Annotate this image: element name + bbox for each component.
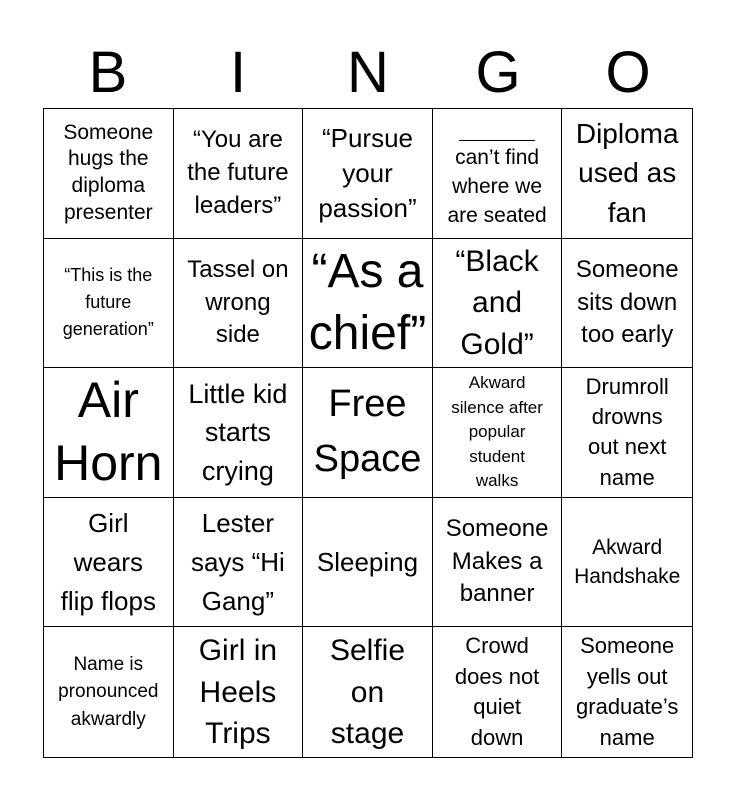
- bingo-header: [43, 38, 693, 108]
- bingo-cell[interactable]: [174, 498, 304, 628]
- cell-text: “Pursue your passion”: [318, 123, 417, 223]
- bingo-cell[interactable]: [174, 368, 304, 498]
- bingo-cell[interactable]: [174, 239, 304, 369]
- cell-text: “This is the future generation”: [62, 265, 154, 340]
- bingo-cell[interactable]: [44, 498, 174, 628]
- cell-text: Selfie on stage: [329, 634, 406, 750]
- cell-text: can’t find where we are seated: [447, 145, 547, 228]
- cell-text: Diploma used as fan: [575, 117, 679, 229]
- cell-text: Drumroll drowns out next name: [585, 373, 669, 490]
- bingo-cell[interactable]: [303, 498, 433, 628]
- bingo-cell[interactable]: [303, 368, 433, 498]
- cell-text: Crowd does not quiet down: [454, 633, 540, 750]
- bingo-cell[interactable]: [433, 498, 563, 628]
- bingo-cell[interactable]: [562, 368, 692, 498]
- cell-text: Girl wears flip flops: [60, 507, 156, 616]
- cell-text: Little kid starts crying: [188, 379, 288, 486]
- bingo-cell[interactable]: [433, 627, 563, 757]
- bingo-board: [43, 108, 693, 758]
- cell-text: Someone Makes a banner: [445, 515, 549, 608]
- bingo-cell[interactable]: [44, 109, 174, 239]
- bingo-cell[interactable]: [562, 109, 692, 239]
- cell-text: Girl in Heels Trips: [198, 634, 278, 750]
- cell-text: “Black and Gold”: [455, 244, 539, 361]
- cell-text: Sleeping: [316, 546, 419, 577]
- bingo-cell[interactable]: [562, 239, 692, 369]
- cell-text: Name is pronounced akwardly: [58, 653, 159, 730]
- bingo-cell[interactable]: [433, 239, 563, 369]
- bingo-cell[interactable]: [562, 627, 692, 757]
- header-letter-i: I: [229, 40, 247, 105]
- cell-text: “You are the future leaders”: [187, 126, 289, 219]
- cell-text: Tassel on wrong side: [187, 255, 289, 349]
- cell-text: Someone yells out graduate’s name: [576, 633, 679, 750]
- cell-text: Akward silence after popular student walks: [451, 372, 543, 491]
- cell-text: “As a chief”: [308, 244, 427, 360]
- bingo-cell[interactable]: [174, 627, 304, 757]
- bingo-cell[interactable]: [433, 368, 563, 498]
- header-letter-b: B: [88, 40, 128, 105]
- bingo-cell[interactable]: [44, 368, 174, 498]
- header-letter-n: N: [347, 40, 389, 105]
- header-letter-g: G: [475, 40, 521, 105]
- bingo-cell[interactable]: [433, 109, 563, 239]
- bingo-cell[interactable]: [303, 109, 433, 239]
- blank-line: [459, 116, 535, 141]
- cell-text: Akward Handshake: [574, 535, 681, 589]
- bingo-cell[interactable]: [303, 239, 433, 369]
- bingo-cell[interactable]: [174, 109, 304, 239]
- cell-text: Lester says “Hi Gang”: [190, 507, 285, 616]
- bingo-cell[interactable]: [44, 239, 174, 369]
- cell-text: Air Horn: [54, 372, 163, 492]
- cell-text: Someone sits down too early: [575, 255, 679, 349]
- header-letter-o: O: [605, 40, 651, 105]
- bingo-cell[interactable]: [303, 627, 433, 757]
- bingo-cell[interactable]: [562, 498, 692, 628]
- bingo-cell[interactable]: [44, 627, 174, 757]
- cell-text: Someone hugs the diploma presenter: [63, 120, 154, 225]
- cell-text: Free Space: [313, 383, 422, 481]
